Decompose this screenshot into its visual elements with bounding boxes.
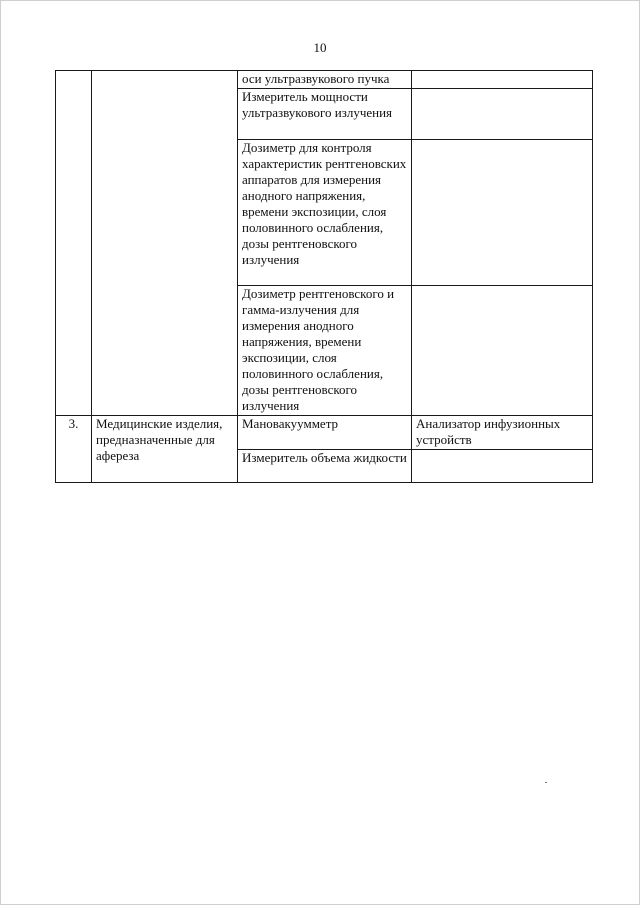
number-cell: 3. [56, 416, 92, 483]
equipment-table [55, 70, 593, 483]
meter-cell: Дозиметр для контроля характеристик рентгеновских аппаратов для измерения анодного напряжения, времени экспозиции, слоя половинного ослабления, дозы рентгеновского излучения [238, 140, 412, 286]
device-cell [412, 89, 593, 140]
device-cell [412, 286, 593, 416]
meter-cell: Измеритель объема жидкости [238, 450, 412, 483]
group-cell [92, 71, 238, 416]
scan-speck [545, 782, 547, 783]
meter-cell: Дозиметр рентгеновского и гамма-излучения для измерения анодного напряжения, времени экспозиции, слоя половинного ослабления, дозы рентгеновского излучения [238, 286, 412, 416]
device-cell [412, 140, 593, 286]
meter-cell: оси ультразвукового пучка [238, 71, 412, 89]
table-row [56, 71, 593, 89]
meter-cell: Мановакуумметр [238, 416, 412, 450]
table-row [56, 416, 593, 450]
device-cell: Анализатор инфузионных устройств [412, 416, 593, 450]
page-number: 10 [313, 40, 327, 55]
group-name-cell: Медицинские изделия, предназначенные для афереза [92, 416, 238, 483]
device-cell [412, 71, 593, 89]
device-cell [412, 450, 593, 483]
meter-cell: Измеритель мощности ультразвукового излучения [238, 89, 412, 140]
number-cell [56, 71, 92, 416]
